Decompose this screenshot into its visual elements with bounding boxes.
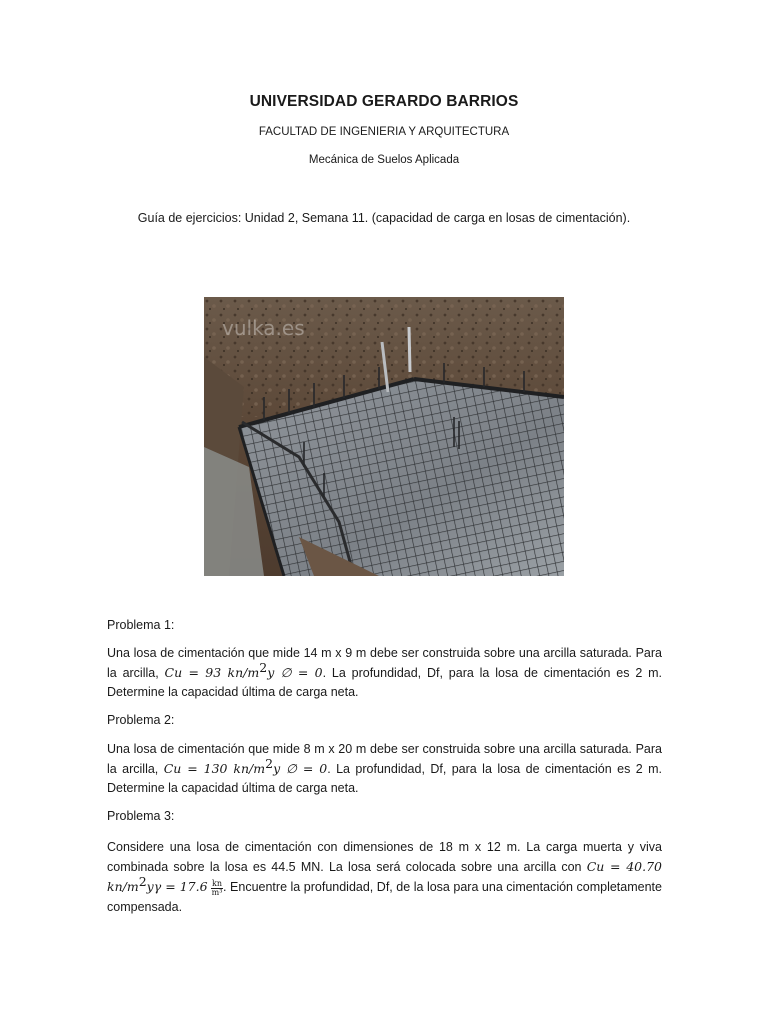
problem-2-label: Problema 2: — [107, 713, 175, 727]
problem-3-text-b: . Encuentre la profundidad, Df, de la losa para una cimentación completamente compensada. — [107, 880, 662, 914]
faculty-name: FACULTAD DE INGENIERIA Y ARQUITECTURA — [258, 126, 510, 138]
problem-2-math-phi: y ∅ = 0 — [273, 761, 328, 777]
photo-watermark: vulka.es — [222, 316, 305, 340]
foundation-rebar-photo — [204, 297, 564, 576]
problem-3-math-gamma: yγ = 17.6 — [146, 879, 208, 895]
problem-1-label: Problema 1: — [107, 618, 175, 632]
problem-1-text-a: Una losa de cimentación que mide 14 m x 9 m debe ser construida sobre una arcilla saturada. Para la arcilla, — [107, 646, 662, 681]
problem-3-label: Problema 3: — [107, 809, 175, 823]
unit-fraction — [211, 880, 223, 897]
squared-superscript: 2 — [265, 756, 274, 772]
problem-1-text-b: . La profundidad, Df, para la losa de cimentación es 2 m. Determine la capacidad última de carga neta. — [107, 666, 662, 700]
problem-1-math-phi: y ∅ = 0 — [267, 665, 323, 681]
problem-2-text-a: Una losa de cimentación que mide 8 m x 20 m debe ser construida sobre una arcilla saturada. Para la arcilla, — [107, 742, 662, 777]
problem-3-math-cu: Cu = 40.70 kn/m — [107, 859, 663, 895]
fraction-denominator: m³ — [211, 887, 223, 897]
fraction-numerator: kn — [212, 878, 223, 888]
problem-1-text — [107, 644, 662, 703]
squared-superscript: 2 — [138, 874, 147, 890]
problem-1-math-cu: Cu = 93 kn/m — [164, 665, 260, 681]
problem-3-text-a: Considere una losa de cimentación con dimensiones de 18 m x 12 m. La carga muerta y viva combinada sobre la losa es 44.5 MN. La losa será colocada sobre una arcilla con — [107, 840, 662, 875]
course-name: Mecánica de Suelos Aplicada — [308, 154, 460, 166]
problem-2-text — [107, 740, 662, 799]
squared-superscript: 2 — [259, 660, 268, 676]
university-title: UNIVERSIDAD GERARDO BARRIOS — [249, 93, 519, 110]
problem-3-text — [107, 838, 662, 917]
rebar-photo-illustration — [204, 297, 564, 576]
problem-2-math-cu: Cu = 130 kn/m — [163, 761, 266, 777]
guide-title: Guía de ejercicios: Unidad 2, Semana 11. (capacidad de carga en losas de cimentación). — [137, 211, 631, 225]
problem-2-text-b: . La profundidad, Df, para la losa de cimentación es 2 m. Determine la capacidad última de carga neta. — [107, 762, 662, 796]
